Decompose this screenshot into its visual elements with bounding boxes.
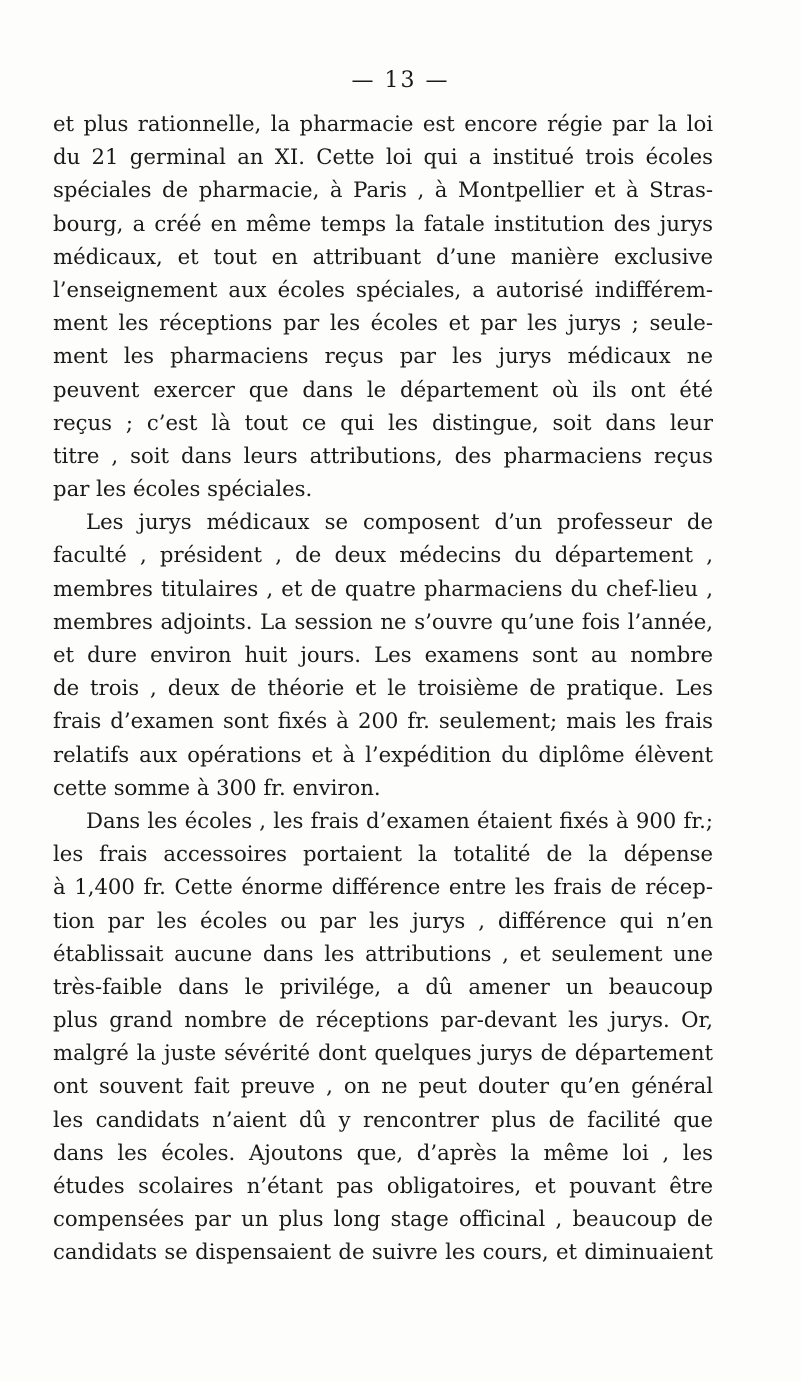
text-line: faculté , président , de deux médecins du département , — [53, 542, 713, 568]
text-line: du 21 germinal an XI. Cette loi qui a institué trois écoles — [53, 144, 713, 170]
text-line: de trois , deux de théorie et le troisième de pratique. Les — [53, 675, 713, 701]
text-line: ment les réceptions par les écoles et par les jurys ; seule- — [53, 310, 713, 336]
text-line: spéciales de pharmacie, à Paris , à Montpellier et à Stras- — [53, 177, 713, 203]
text-line: par les écoles spéciales. — [53, 476, 313, 502]
text-line: établissait aucune dans les attributions , et seulement une — [53, 940, 713, 966]
text-line: dans les écoles. Ajoutons que, d’après la même loi , les — [53, 1139, 713, 1165]
text-line: à 1,400 fr. Cette énorme différence entre les frais de récep- — [53, 874, 713, 900]
text-line: et dure environ huit jours. Les examens sont au nombre — [53, 642, 713, 667]
body-text — [53, 107, 713, 1269]
text-line: tion par les écoles ou par les jurys , différence qui n’en — [53, 907, 713, 933]
text-line: ont souvent fait preuve , on ne peut douter qu’en général — [53, 1073, 713, 1099]
text-line: reçus ; c’est là tout ce qui les distingue, soit dans leur — [53, 409, 713, 435]
text-line: membres titulaires , et de quatre pharmaciens du chef-lieu , — [53, 575, 713, 601]
text-line: compensées par un plus long stage officinal , beaucoup de — [53, 1206, 713, 1232]
text-line: et plus rationnelle, la pharmacie est encore régie par la loi — [53, 111, 713, 136]
text-line: candidats se dispensaient de suivre les cours, et diminuaient — [53, 1239, 713, 1265]
text-line: membres adjoints. La session ne s’ouvre qu’une fois l’année, — [53, 608, 713, 634]
text-line: les frais accessoires portaient la totalité de la dépense — [53, 841, 713, 867]
text-line: bourg, a créé en même temps la fatale institution des jurys — [53, 210, 713, 236]
text-line: l’enseignement aux écoles spéciales, a autorisé indifférem- — [53, 276, 713, 302]
text-line: titre , soit dans leurs attributions, des pharmaciens reçus — [53, 442, 713, 468]
text-line: relatifs aux opérations et à l’expédition du diplôme élèvent — [53, 741, 713, 767]
text-line: Les jurys médicaux se composent d’un professeur de — [86, 509, 713, 535]
text-line: études scolaires n’étant pas obligatoires, et pouvant être — [53, 1173, 713, 1198]
text-line: plus grand nombre de réceptions par-devant les jurys. Or, — [53, 1007, 713, 1033]
text-line: frais d’examen sont fixés à 200 fr. seulement; mais les frais — [53, 708, 713, 734]
text-line: Dans les écoles , les frais d’examen étaient fixés à 900 fr.; — [86, 807, 713, 833]
text-line: très-faible dans le privilége, a dû amener un beaucoup — [53, 973, 713, 999]
text-line: médicaux, et tout en attribuant d’une manière exclusive — [53, 243, 713, 269]
text-line: cette somme à 300 fr. environ. — [53, 774, 381, 800]
text-line: les candidats n’aient dû y rencontrer plus de facilité que — [53, 1106, 713, 1132]
text-line: ment les pharmaciens reçus par les jurys médicaux ne — [53, 343, 713, 369]
text-line: malgré la juste sévérité dont quelques jurys de département — [53, 1040, 713, 1066]
page-number: — 13 — — [351, 68, 450, 93]
text-line: peuvent exercer que dans le département où ils ont été — [53, 376, 713, 402]
